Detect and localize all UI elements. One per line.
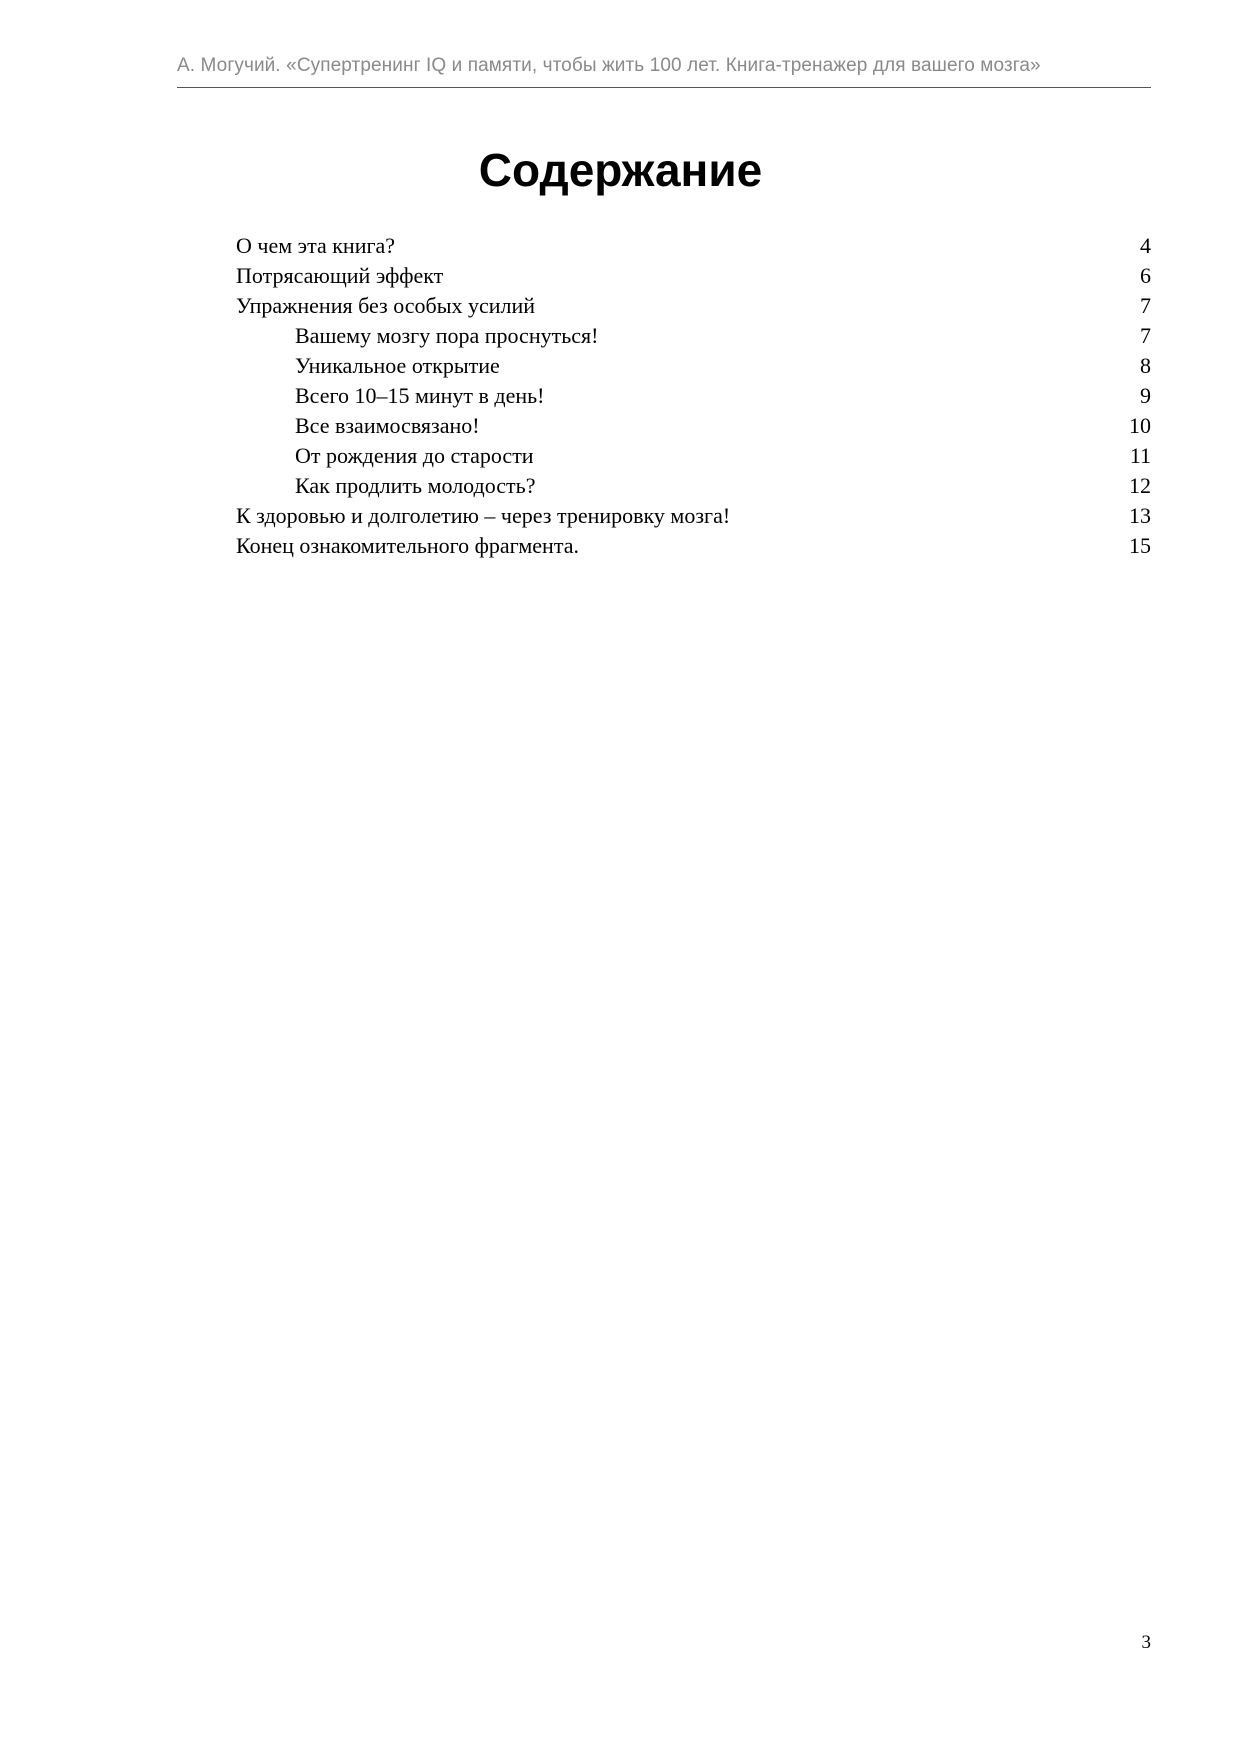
toc-entry-page: 4 [1140, 233, 1151, 258]
header-divider [177, 87, 1151, 88]
toc-subentry[interactable] [236, 471, 1151, 501]
toc-entry-label[interactable]: Упражнения без особых усилий [236, 293, 536, 318]
toc-entry[interactable] [236, 501, 1151, 531]
toc-subentry[interactable] [236, 381, 1151, 411]
toc-entry[interactable] [236, 261, 1151, 291]
page-number: 3 [1141, 1632, 1151, 1653]
toc-entry-label[interactable]: Вашему мозгу пора проснуться! [295, 323, 599, 348]
running-header: А. Могучий. «Супертренинг IQ и памяти, чтобы жить 100 лет. Книга-тренажер для вашего мозга» [177, 55, 1041, 76]
toc-entry-label[interactable]: Конец ознакомительного фрагмента. [236, 533, 579, 558]
toc-entry-page: 10 [1129, 413, 1151, 438]
toc-subentry[interactable] [236, 441, 1151, 471]
toc-entry-page: 7 [1140, 323, 1151, 348]
toc-entry[interactable] [236, 291, 1151, 321]
toc-entry-label[interactable]: О чем эта книга? [236, 233, 396, 258]
toc-entry-label[interactable]: К здоровью и долголетию – через тренировку мозга! [236, 503, 731, 528]
toc-subentry[interactable] [236, 351, 1151, 381]
toc-entry-label[interactable]: Все взаимосвязано! [295, 413, 480, 438]
toc-entry-page: 8 [1140, 353, 1151, 378]
toc-entry-label[interactable]: Потрясающий эффект [236, 263, 444, 288]
toc-entry-page: 11 [1129, 443, 1151, 468]
toc-entry[interactable] [236, 531, 1151, 561]
toc-entry-page: 7 [1140, 293, 1151, 318]
toc-entry-page: 9 [1140, 383, 1151, 408]
toc-entry-label[interactable]: От рождения до старости [295, 443, 534, 468]
toc-entry-page: 15 [1129, 533, 1151, 558]
page-title: Содержание [478, 144, 763, 196]
toc-entry-page: 13 [1129, 503, 1151, 528]
toc-entry-page: 6 [1140, 263, 1151, 288]
toc-entry-page: 12 [1129, 473, 1151, 498]
toc-subentry[interactable] [236, 411, 1151, 441]
toc-entry-label[interactable]: Всего 10–15 минут в день! [295, 383, 545, 408]
toc-entry-label[interactable]: Как продлить молодость? [295, 473, 536, 498]
toc-subentry[interactable] [236, 321, 1151, 351]
toc-entry[interactable] [236, 231, 1151, 261]
table-of-contents [236, 231, 1151, 561]
toc-entry-label[interactable]: Уникальное открытие [295, 353, 500, 378]
